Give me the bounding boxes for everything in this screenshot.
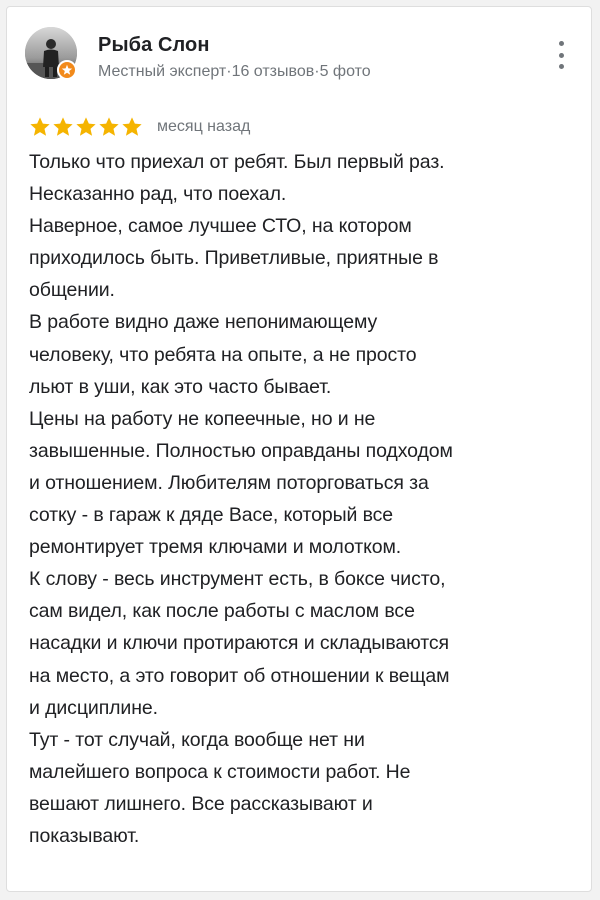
review-header <box>25 27 573 87</box>
review-card <box>6 6 592 892</box>
rating-row <box>29 115 250 139</box>
more-vert-icon[interactable] <box>553 41 569 69</box>
star-icon <box>52 116 74 138</box>
review-text: Только что приехал от ребят. Был первый раз. Несказанно рад, что поехал. Наверное, самое лучшее СТО, на котором приходилось быть. Приветливые, приятные в общении. В работе видно даже непонимающему человеку, что ребята на опыте, а не просто льют в уши, как это часто бывает. Цены на работу не копеечные, но и не завышенные. Полностью оправданы подходом и отношением. Любителям поторговаться за сотку - в гараж к дяде Васе, который все ремонтирует тремя ключами и молотком. К слову - весь инструмент есть, в боксе чисто, сам видел, как после работы с маслом все насадки и ключи протираются и складываются на место, а это говорит об отношении к вещам и дисциплине. Тут - тот случай, когда вообще нет ни малейшего вопроса к стоимости работ. Не вешают лишнего. Все рассказывают и показывают. <box>29 151 453 847</box>
author-meta: Местный эксперт·16 отзывов·5 фото <box>98 63 371 80</box>
local-guide-badge-icon <box>57 60 77 80</box>
star-rating <box>29 116 143 138</box>
star-icon <box>121 116 143 138</box>
author-name[interactable]: Рыба Слон <box>98 34 210 56</box>
star-icon <box>29 116 51 138</box>
review-date: месяц назад <box>157 118 251 135</box>
star-icon <box>98 116 120 138</box>
star-icon <box>75 116 97 138</box>
